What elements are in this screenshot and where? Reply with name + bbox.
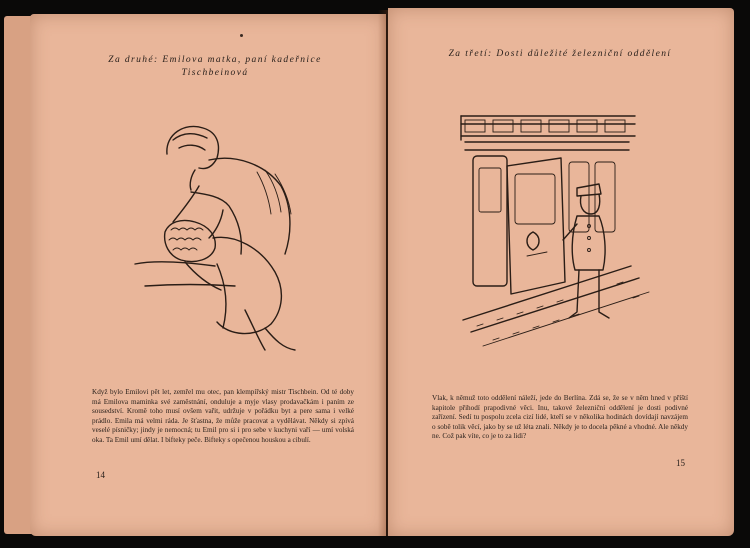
left-page-heading: Za druhé: Emilova matka, paní kadeřnice Tischbeinová xyxy=(108,55,322,78)
left-page xyxy=(30,14,386,536)
right-page-paragraph: Vlak, k němuž toto oddělení náleží, jede do Berlína. Zdá se, že se v něm hned v příští kapitole přihodí prapodivné věci. Inu, takové železniční oddělení je dosti podivné zařízení. Sedí tu pospolu zcela cizí lidé, kteří se v několika hodinách dovídají navzájem o sobě tolik věcí, jako by se už léta znali. Někdy je to docela pěkné a vhodné. Ale někdy ne. Což pak víte, co je to za lidi? xyxy=(432,394,688,441)
train-compartment-illustration xyxy=(453,106,703,356)
right-page xyxy=(388,8,734,536)
ornament-dot xyxy=(240,34,243,37)
right-page-number: 15 xyxy=(676,458,685,468)
left-page-paragraph: Když bylo Emilovi pět let, zemřel mu otec, pan klempířský mistr Tischbein. Od té doby má Emilova maminka své zaměstnání, onduluje a myje vlasy prodavačkám i paním ze sousedství. Kromě toho musí ovšem vařit, udržuje v pořádku byt a pere sama i velké prádlo. Emila má velmi ráda. Je šťastna, že může pracovat a vydělávat. Někdy si zpívá veselé písničky; jindy je nemocná; tu Emil pro si i pro sebe v kuchyni vaří — umí volská oka. Ta Emil umí dělat. I bifteky peče. Bifteky s opečenou houskou a cibulí. xyxy=(92,388,354,444)
hairdresser-illustration xyxy=(125,114,315,354)
left-page-number: 14 xyxy=(96,470,105,480)
right-page-heading: Za třetí: Dosti důležité železniční oddělení xyxy=(448,49,672,59)
